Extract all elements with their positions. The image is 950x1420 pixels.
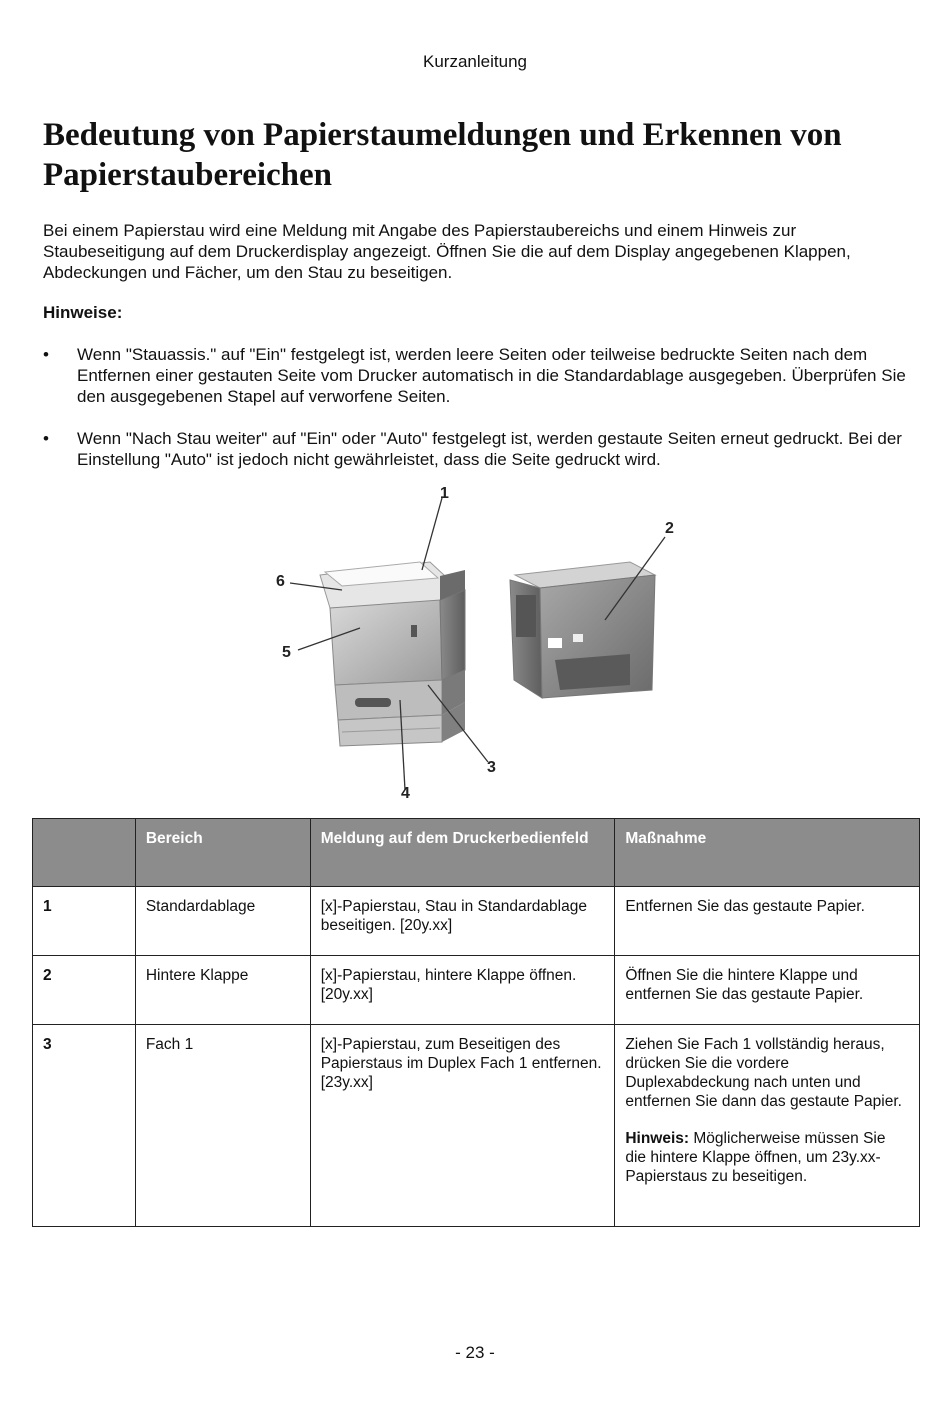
page-header: Kurzanleitung bbox=[423, 52, 527, 71]
row-note-text: Möglicherweise müssen Sie die hintere Klappe öffnen, um 23y.xx-Papierstaus zu beseitigen. bbox=[625, 1130, 886, 1185]
bullet-icon: • bbox=[43, 345, 49, 364]
row-action: Ziehen Sie Fach 1 vollständig heraus, drücken Sie die vordere Duplexabdeckung nach unten und entfernen Sie dann das gestaute Papier. bbox=[625, 1036, 902, 1110]
callout-2: 2 bbox=[665, 520, 674, 537]
row-note-label: Hinweis: bbox=[625, 1130, 690, 1147]
row-area: Hintere Klappe bbox=[135, 956, 310, 1025]
row-action: Öffnen Sie die hintere Klappe und entfernen Sie das gestaute Papier. bbox=[615, 956, 920, 1025]
note-text: Wenn "Nach Stau weiter" auf "Ein" oder "Auto" festgelegt ist, werden gestaute Seiten erneut gedruckt. Bei der Einstellung "Auto" ist jedoch nicht gewährleistet, dass die Seite gedruckt wird. bbox=[77, 429, 902, 469]
row-area: Standardablage bbox=[135, 887, 310, 956]
col-header-number bbox=[33, 819, 136, 887]
table-row bbox=[33, 887, 920, 956]
row-action-cell bbox=[615, 1025, 920, 1227]
row-note bbox=[625, 1129, 909, 1186]
intro-paragraph: Bei einem Papierstau wird eine Meldung mit Angabe des Papierstaubereichs und einem Hinweis zur Staubeseitigung auf dem Druckerdisplay angezeigt. Öffnen Sie die auf dem Display angegebenen Klappen, Abdeckungen und Fächer, um den Stau zu beseitigen. bbox=[43, 221, 851, 282]
table-row bbox=[33, 956, 920, 1025]
printer-illustration bbox=[270, 480, 690, 810]
page-title: Bedeutung von Papierstaumeldungen und Erkennen von Papierstaubereichen bbox=[43, 117, 842, 193]
row-number: 1 bbox=[33, 887, 136, 956]
callout-5: 5 bbox=[282, 644, 291, 661]
col-header-action: Maßnahme bbox=[615, 819, 920, 887]
row-message: [x]-Papierstau, Stau in Standardablage beseitigen. [20y.xx] bbox=[310, 887, 615, 956]
row-message: [x]-Papierstau, zum Beseitigen des Papierstaus im Duplex Fach 1 entfernen. [23y.xx] bbox=[310, 1025, 615, 1227]
callout-1: 1 bbox=[440, 485, 449, 502]
table-row bbox=[33, 1025, 920, 1227]
callout-6: 6 bbox=[276, 573, 285, 590]
col-header-area: Bereich bbox=[135, 819, 310, 887]
bullet-icon: • bbox=[43, 429, 49, 448]
note-text: Wenn "Stauassis." auf "Ein" festgelegt ist, werden leere Seiten oder teilweise bedruckte Seiten nach dem Entfernen einer gestauten Seite vom Drucker automatisch in die Standardablage ausgegeben. Überprüfen Sie den ausgegebenen Stapel auf verworfene Seiten. bbox=[77, 345, 906, 406]
table-header-row bbox=[33, 819, 920, 887]
callout-3: 3 bbox=[487, 759, 496, 776]
row-number: 2 bbox=[33, 956, 136, 1025]
row-message: [x]-Papierstau, hintere Klappe öffnen. [20y.xx] bbox=[310, 956, 615, 1025]
page-number: - 23 - bbox=[455, 1343, 495, 1362]
jam-table bbox=[32, 818, 920, 1227]
printer-rear-view bbox=[510, 562, 655, 698]
row-number: 3 bbox=[33, 1025, 136, 1227]
notes-heading: Hinweise: bbox=[43, 303, 123, 322]
row-area: Fach 1 bbox=[135, 1025, 310, 1227]
row-action: Entfernen Sie das gestaute Papier. bbox=[615, 887, 920, 956]
col-header-message: Meldung auf dem Druckerbedienfeld bbox=[310, 819, 615, 887]
callout-4: 4 bbox=[401, 785, 410, 802]
